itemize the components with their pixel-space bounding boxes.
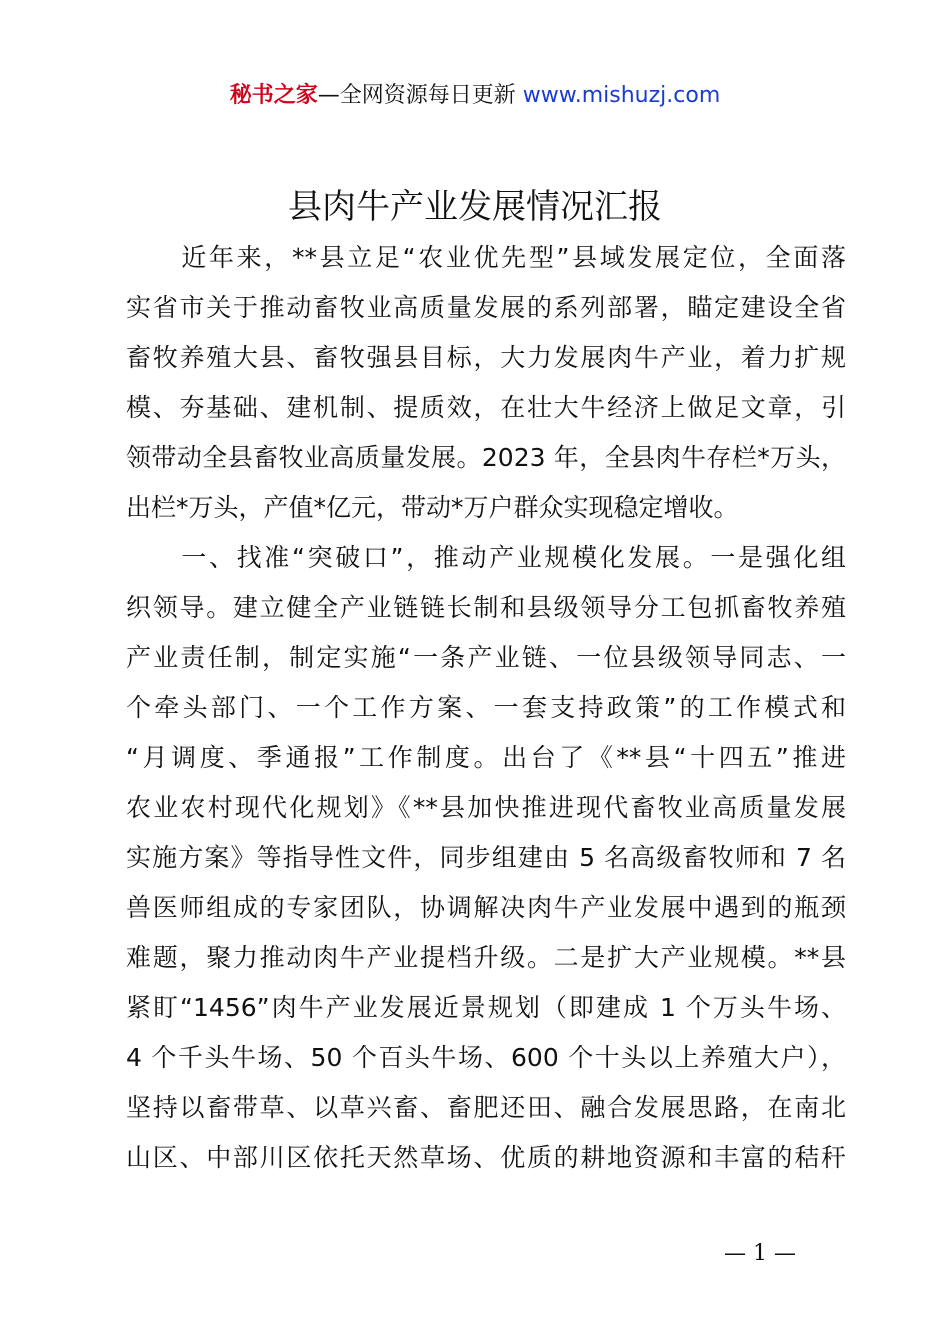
body-text-line: 紧盯“1456”肉牛产业发展近景规划（即建成 1 个万头牛场、 bbox=[126, 993, 846, 1022]
site-url-link[interactable]: www.mishuzj.com bbox=[522, 83, 721, 108]
body-text-line: 织领导。建立健全产业链链长制和县级领导分工包抓畜牧养殖 bbox=[126, 593, 846, 622]
body-text-line: 农业农村现代化规划》《**县加快推进现代畜牧业高质量发展 bbox=[126, 793, 846, 822]
body-text-line: 近年来，**县立足“农业优先型”县域发展定位，全面落 bbox=[126, 243, 846, 272]
document-body bbox=[126, 233, 846, 1183]
body-text-line: 产业责任制，制定实施“一条产业链、一位县级领导同志、一 bbox=[126, 643, 846, 672]
page-title: 县肉牛产业发展情况汇报 bbox=[288, 187, 662, 227]
body-text-line: “月调度、季通报”工作制度。出台了《**县“十四五”推进 bbox=[126, 743, 846, 772]
body-text-line: 模、夯基础、建机制、提质效，在壮大牛经济上做足文章，引 bbox=[126, 393, 846, 422]
body-text-line: 个牵头部门、一个工作方案、一套支持政策”的工作模式和 bbox=[126, 693, 846, 722]
body-text-line: 4 个千头牛场、50 个百头牛场、600 个十头以上养殖大户）， bbox=[126, 1043, 846, 1072]
brand-name: 秘书之家 bbox=[229, 83, 318, 108]
body-text-line: 难题，聚力推动肉牛产业提档升级。二是扩大产业规模。**县 bbox=[126, 943, 846, 972]
body-text-line: 实施方案》等指导性文件，同步组建由 5 名高级畜牧师和 7 名 bbox=[126, 843, 846, 872]
page-number: — 1 — bbox=[724, 1241, 796, 1266]
body-text-line: 坚持以畜带草、以草兴畜、畜肥还田、融合发展思路，在南北 bbox=[126, 1093, 846, 1122]
body-text-line: 兽医师组成的专家团队，协调解决肉牛产业发展中遇到的瓶颈 bbox=[126, 893, 846, 922]
body-text-line: 一、找准“突破口”，推动产业规模化发展。一是强化组 bbox=[126, 543, 846, 572]
body-text-line: 领带动全县畜牧业高质量发展。2023 年，全县肉牛存栏*万头， bbox=[126, 443, 846, 472]
body-text-line: 出栏*万头，产值*亿元，带动*万户群众实现稳定增收。 bbox=[126, 493, 739, 522]
site-header bbox=[0, 80, 950, 112]
header-tagline: —全网资源每日更新 bbox=[317, 83, 523, 108]
body-text-line: 畜牧养殖大县、畜牧强县目标，大力发展肉牛产业，着力扩规 bbox=[126, 343, 846, 372]
body-text-line: 山区、中部川区依托天然草场、优质的耕地资源和丰富的秸秆 bbox=[126, 1143, 846, 1172]
body-text-line: 实省市关于推动畜牧业高质量发展的系列部署，瞄定建设全省 bbox=[126, 293, 846, 322]
